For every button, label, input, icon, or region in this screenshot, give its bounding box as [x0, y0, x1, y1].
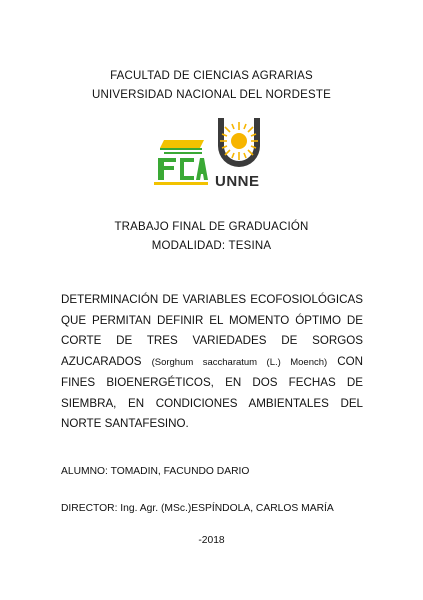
title-line: CORTE DE TRES VARIEDADES DE SORGOS — [61, 334, 363, 347]
title-line: SIEMBRA, EN CONDICIONES AMBIENTALES DEL — [61, 396, 363, 410]
thesis-title — [61, 290, 363, 435]
work-type: TRABAJO FINAL DE GRADUACIÓN — [114, 221, 309, 233]
university-name: UNIVERSIDAD NACIONAL DEL NORDESTE — [92, 89, 331, 101]
title-line: NORTE SANTAFESINO. — [61, 417, 189, 430]
unne-sun-logo-icon — [214, 116, 264, 172]
title-line: FINES BIOENERGÉTICOS, EN DOS FECHAS DE — [61, 376, 363, 389]
scientific-name: (Sorghum saccharatum (L.) Moench) — [151, 356, 328, 368]
work-modality: MODALIDAD: TESINA — [151, 240, 272, 252]
title-line — [61, 352, 363, 374]
student-name: ALUMNO: TOMADIN, FACUNDO DARIO — [61, 466, 250, 477]
title-word: CON — [337, 354, 363, 368]
year: -2018 — [198, 535, 225, 546]
title-line: DETERMINACIÓN DE VARIABLES ECOFOSIOLÓGICAS — [61, 293, 363, 306]
faculty-name: FACULTAD DE CIENCIAS AGRARIAS — [110, 70, 313, 82]
logos-row — [150, 116, 275, 192]
director-name: DIRECTOR: Ing. Agr. (MSc.)ESPÍNDOLA, CARLOS MARÍA — [61, 503, 334, 514]
title-word: AZUCARADOS — [61, 354, 142, 368]
unne-logo-text: UNNE — [215, 173, 260, 190]
fca-logo-icon — [154, 136, 208, 186]
title-line: QUE PERMITAN DEFINIR EL MOMENTO ÓPTIMO DE — [61, 313, 363, 327]
